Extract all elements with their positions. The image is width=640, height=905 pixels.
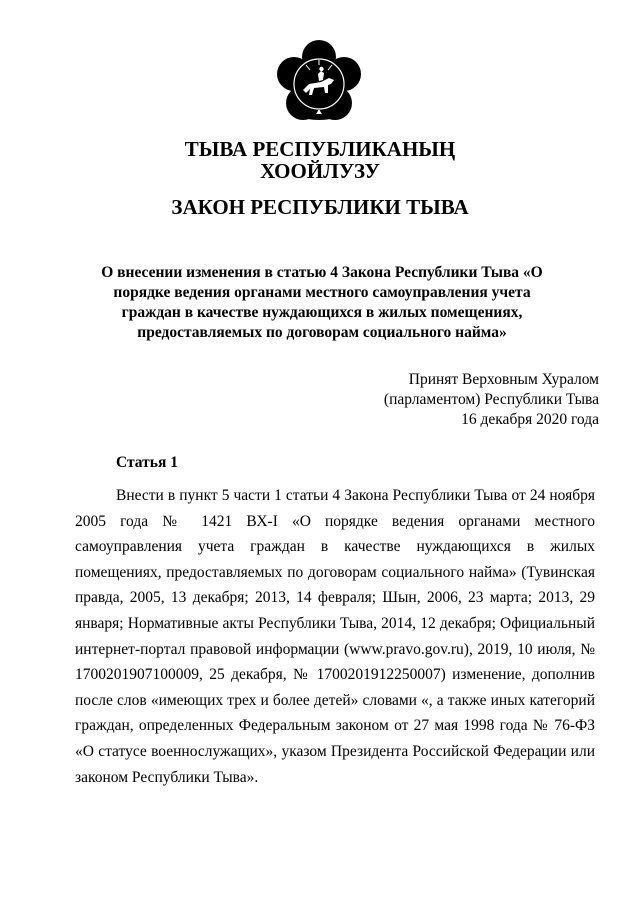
law-subject: О внесении изменения в статью 4 Закона Республики Тыва «О порядке ведения органами местного самоуправления учета граждан в качестве нуждающихся в жилых помещениях, предоставляемых по договорам социального найма» [101, 264, 543, 341]
adoption-line-1: Принят Верховным Хуралом [408, 371, 599, 388]
republic-name-line1: ТЫВА РЕСПУБЛИКАНЫҢ [184, 137, 456, 161]
article-body [75, 483, 595, 790]
article-heading: Статья 1 [116, 454, 178, 471]
coat-of-arms-emblem [276, 40, 362, 124]
article-text: Внести в пункт 5 части 1 статьи 4 Закона Республики Тыва от 24 ноября 2005 года № 1421 ВХ-I «О порядке ведения органами местного самоуправления учета граждан в качестве нуждающихся в жилых помещениях, предоставляемых по договорам социального найма» (Тувинская правда, 2005, 13 декабря; 2013, 14 февраля; Шын, 2006, 23 марта; 2013, 29 января; Нормативные акты Республики Тыва, 2014, 12 декабря; Официальный интернет-портал правовой информации (www.pravo.gov.ru), 2019, 10 июля, № 1700201907100009, 25 декабря, № 1700201912250007) изменение, дополнив после слов «имеющих трех и более детей» словами «, а также иных категорий граждан, определенных Федеральным законом от 27 мая 1998 года № 76-ФЗ «О статусе военнослужащих», указом Президента Российской Федерации или законом Республики Тыва». [75, 487, 595, 786]
adoption-block [384, 370, 599, 430]
adoption-date: 16 декабря 2020 года [461, 411, 599, 428]
law-title: ЗАКОН РЕСПУБЛИКИ ТЫВА [171, 195, 469, 219]
adoption-line-2: (парламентом) Республики Тыва [383, 391, 599, 408]
republic-name-line2: ХООЙЛУЗУ [260, 159, 380, 183]
